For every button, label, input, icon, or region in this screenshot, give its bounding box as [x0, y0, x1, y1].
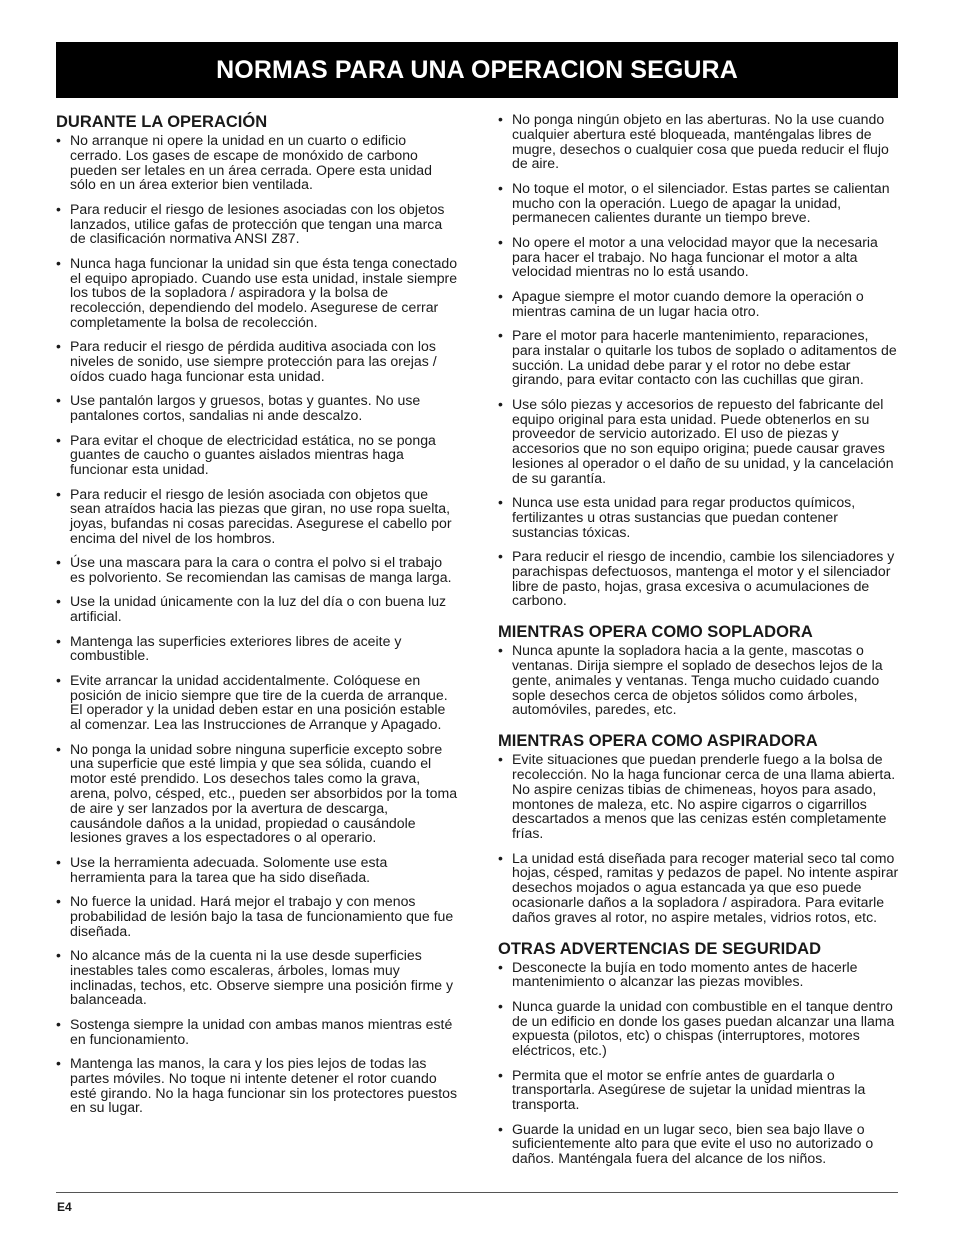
footer-divider	[56, 1192, 898, 1193]
bullet-list-otras	[498, 960, 900, 1166]
list-item: • Apague siempre el motor cuando demore la operación o mientras camina de un lugar hacia otro.	[498, 289, 900, 319]
bullet-list-continued	[498, 112, 900, 608]
bullet-list-sopladora	[498, 643, 900, 717]
list-item: • No ponga la unidad sobre ninguna superficie excepto sobre una superficie que esté limpia y que sea sólida, cuando el motor esté prendido. Los desechos tales como la grava, arena, polvo, césped, etc., pueden ser absorbidos por la toma de aire y ser lanzados por la avertura de descarga, causándole daños a la unidad, propiedad o causándole lesiones graves a los espectadores o al operario.	[56, 742, 460, 846]
list-item: • Para evitar el choque de electricidad estática, no se ponga guantes de caucho o guantes aislados mientras haga funcionar esta unidad.	[56, 433, 460, 477]
list-item: • Para reducir el riesgo de pérdida auditiva asociada con los niveles de sonido, use siempre protección para las orejas / oídos cuado haga funcionar esta unidad.	[56, 339, 460, 383]
list-item: • Evite situaciones que puedan prenderle fuego a la bolsa de recolección. No la haga funcionar cerca de una llama abierta. No aspire cenizas tibias de chimeneas, hoyos para asado, montones de maleza, etc. No aspire cigarros o cigarrillos descartados a menos que las cenizas estén completamente frías.	[498, 752, 900, 841]
list-item: • Use la unidad únicamente con la luz del día o con buena luz artificial.	[56, 594, 460, 624]
list-item: • La unidad está diseñada para recoger material seco tal como hojas, césped, ramitas y pedazos de papel. No intente aspirar desechos mojados o agua estancada ya que eso puede ocasionarle daños a la sopladora / aspiradora. Para evitarle daños graves al rotor, no aspire metales, vidrios rotos, etc.	[498, 851, 900, 925]
page-number: E4	[57, 1200, 72, 1214]
list-item: • Mantenga las manos, la cara y los pies lejos de todas las partes móviles. No toque ni intente detener el rotor cuando esté girando. No la haga funcionar sin los protectores puestos en su lugar.	[56, 1056, 460, 1115]
list-item: • Permita que el motor se enfríe antes de guardarla o transportarla. Asegúrese de sujetar la unidad mientras la transporta.	[498, 1068, 900, 1112]
list-item: • Use sólo piezas y accesorios de repuesto del fabricante del equipo original para esta unidad. Puede obtenerlos en su proveedor de servicio autorizado. El uso de piezas y accesorios que no son equipo origina; puede causar graves lesiones al operador o el daño de su unidad, y la cancelación de su garantía.	[498, 397, 900, 486]
page-banner	[56, 42, 898, 98]
section-heading-aspiradora: MIENTRAS OPERA COMO ASPIRADORA	[498, 732, 818, 751]
list-item: • No fuerce la unidad. Hará mejor el trabajo y con menos probabilidad de lesión bajo la tasa de funcionamiento que fue diseñada.	[56, 894, 460, 938]
list-item: • No opere el motor a una velocidad mayor que la necesaria para hacer el trabajo. No haga funcionar el motor a alta velocidad mientras no lo está usando.	[498, 235, 900, 279]
list-item: • Para reducir el riesgo de lesión asociada con objetos que sean atraídos hacia las piezas que giran, no use ropa suelta, joyas, bufandas ni cosas parecidas. Asegurese el cabello por encima del nivel de los hombros.	[56, 487, 460, 546]
section-heading-otras: OTRAS ADVERTENCIAS DE SEGURIDAD	[498, 939, 821, 958]
list-item: • Use la herramienta adecuada. Solomente use esta herramienta para la tarea que ha sido diseñada.	[56, 855, 460, 885]
list-item: • Guarde la unidad en un lugar seco, bien sea bajo llave o suficientemente alto para que evite el uso no autorizado o daños. Manténgala fuera del alcance de los niños.	[498, 1122, 900, 1166]
bullet-list-aspiradora	[498, 752, 900, 924]
list-item: • Nunca guarde la unidad con combustible en el tanque dentro de un edificio en donde los gases puedan alcanzar una llama expuesta (pilotos, etc) o chispas (interruptores, motores eléctricos, etc.)	[498, 999, 900, 1058]
bullet-list-durante	[56, 133, 460, 1115]
list-item: • Úse una mascara para la cara o contra el polvo si el trabajo es polvoriento. Se recomiendan las camisas de manga larga.	[56, 555, 460, 585]
list-item: • Sostenga siempre la unidad con ambas manos mientras esté en funcionamiento.	[56, 1017, 460, 1047]
list-item: • Desconecte la bujía en todo momento antes de hacerle mantenimiento o alcanzar las piezas movibles.	[498, 960, 900, 990]
list-item: • Evite arrancar la unidad accidentalmente. Colóquese en posición de inicio siempre que tire de la cuerda de arranque. El operador y la unidad deben estar en una posición estable al comenzar. Lea las Instrucciones de Arranque y Apagado.	[56, 673, 460, 732]
right-column	[498, 112, 900, 1176]
list-item: • No arranque ni opere la unidad en un cuarto o edificio cerrado. Los gases de escape de monóxido de carbono pueden ser letales en un área cerrada. Opere esta unidad sólo en un área exterior bien ventilada.	[56, 133, 460, 192]
left-column	[56, 112, 460, 1125]
list-item: • Para reducir el riesgo de lesiones asociadas con los objetos lanzados, utilice gafas de protección que tengan una marca de clasificación normativa ANSI Z87.	[56, 202, 460, 246]
list-item: • No toque el motor, o el silenciador. Estas partes se calientan mucho con la operación. Luego de apagar la unidad, permanecen calientes durante un tiempo breve.	[498, 181, 900, 225]
list-item: • Use pantalón largos y gruesos, botas y guantes. No use pantalones cortos, sandalias ni ande descalzo.	[56, 393, 460, 423]
list-item: • Nunca apunte la sopladora hacia a la gente, mascotas o ventanas. Dirija siempre el soplado de desechos lejos de la gente, animales y ventanas. Tenga mucho cuidado cuando sople desechos cerca de objetos sólidos como árboles, automóviles, paredes, etc.	[498, 643, 900, 717]
list-item: • Pare el motor para hacerle mantenimiento, reparaciones, para instalar o quitarle los tubos de soplado o aditamentos de succión. La unidad debe parar y el rotor no debe estar girando, para evitar contacto con las cuchillas que giran.	[498, 328, 900, 387]
list-item: • No ponga ningún objeto en las aberturas. No la use cuando cualquier abertura esté bloqueada, manténgalas libres de mugre, desechos o cualquier cosa que pueda reducir el flujo de aire.	[498, 112, 900, 171]
list-item: • Para reducir el riesgo de incendio, cambie los silenciadores y parachispas defectuosos, mantenga el motor y el silenciador libre de pasto, hojas, grasa excesiva o acumulaciones de carbono.	[498, 549, 900, 608]
page-title: NORMAS PARA UNA OPERACION SEGURA	[216, 55, 738, 84]
section-heading-durante: DURANTE LA OPERACIÓN	[56, 113, 268, 131]
list-item: • Mantenga las superficies exteriores libres de aceite y combustible.	[56, 634, 460, 664]
section-heading-sopladora: MIENTRAS OPERA COMO SOPLADORA	[498, 623, 813, 642]
list-item: • No alcance más de la cuenta ni la use desde superficies inestables tales como escaleras, árboles, lomas muy inclinadas, techos, etc. Observe siempre una posición firme y balanceada.	[56, 948, 460, 1007]
list-item: • Nunca use esta unidad para regar productos químicos, fertilizantes u otras sustancias que puedan contener sustancias tóxicas.	[498, 495, 900, 539]
list-item: • Nunca haga funcionar la unidad sin que ésta tenga conectado el equipo apropiado. Cuando use esta unidad, instale siempre los tubos de la sopladora / aspiradora y la bolsa de recolección, dependiendo del modelo. Asegurese de cerrar completamente la bolsa de recolección.	[56, 256, 460, 330]
